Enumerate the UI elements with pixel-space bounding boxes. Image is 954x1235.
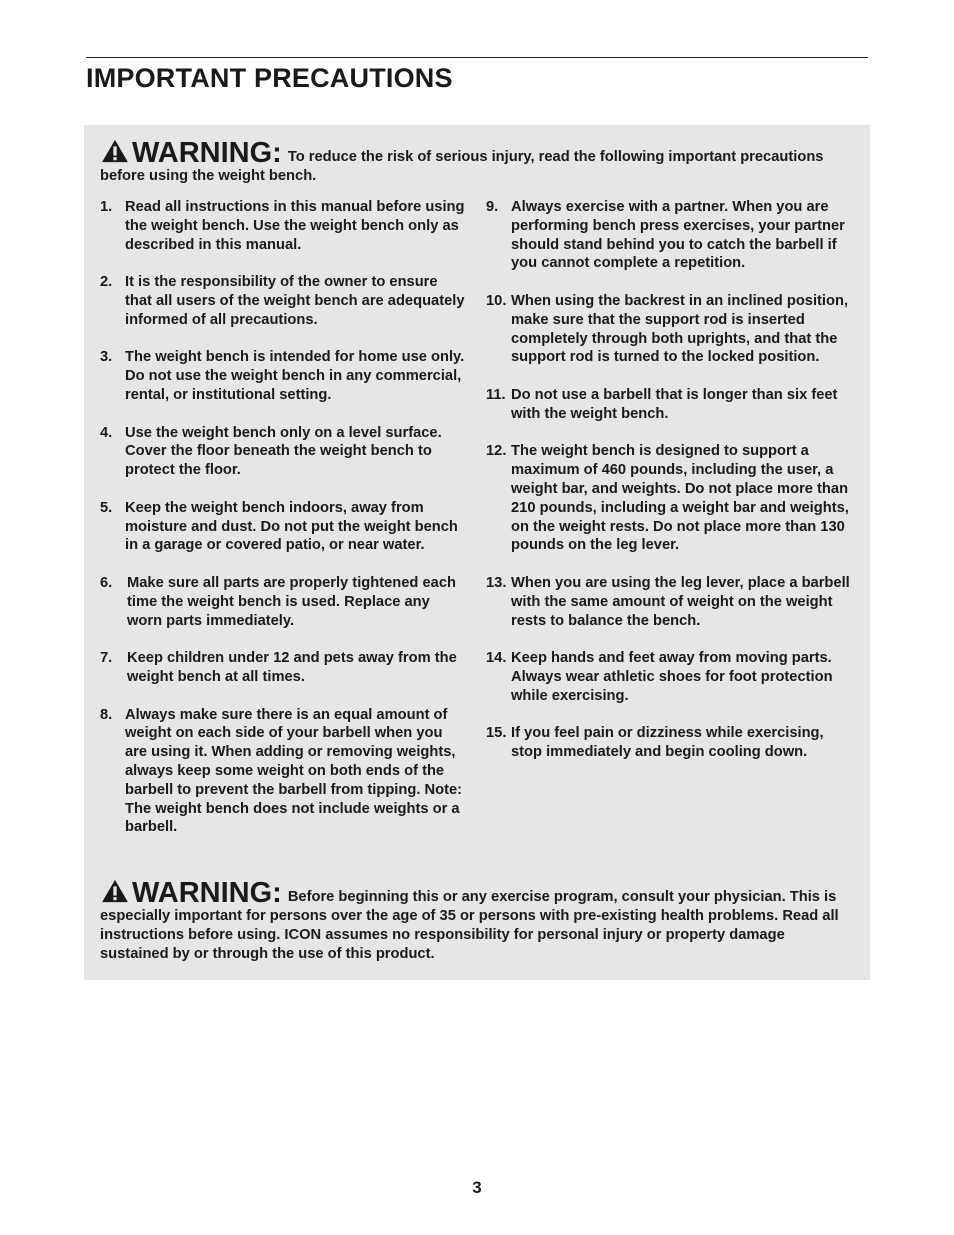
precaution-number: 9. [486, 199, 499, 215]
precautions-panel [84, 125, 870, 980]
precaution-text: If you feel pain or dizziness while exercising, stop immediately and begin cooling down. [511, 725, 824, 761]
precaution-text: Use the weight bench only on a level surface. Cover the floor beneath the weight bench to protect the floor. [125, 424, 442, 479]
precaution-number: 7. [100, 650, 113, 667]
page-number: 3 [472, 1178, 482, 1197]
precaution-item [486, 649, 858, 705]
precaution-text: Make sure all parts are properly tightened each time the weight bench is used. Replace any worn parts immediately. [127, 574, 456, 629]
warning-triangle-icon [100, 879, 130, 903]
precaution-text: Always make sure there is an equal amount of weight on each side of your barbell when you are using it. When adding or removing weights, always keep some weight on both ends of the barbell to prevent the barbell from tipping. Note: The weight bench does not include weights or a barbell. [125, 706, 463, 836]
precaution-number: 5. [100, 499, 113, 516]
precautions-list-left [100, 198, 468, 856]
precaution-item [486, 724, 858, 762]
precaution-text: Do not use a barbell that is longer than six feet with the weight bench. [511, 386, 838, 422]
precaution-text: When using the backrest in an inclined position, make sure that the support rod is inserted completely through both uprights, and that the support rod is turned to the locked position. [511, 292, 849, 366]
precaution-item [486, 574, 858, 630]
precaution-text: Always exercise with a partner. When you are performing bench press exercises, your partner should stand behind you to catch the barbell if you cannot complete a repetition. [511, 199, 845, 272]
precaution-text: Keep children under 12 and pets away from the weight bench at all times. [127, 650, 457, 685]
warning-bottom-text: Before beginning this or any exercise program, consult your physician. This is especially important for persons over the age of 35 or persons with pre-existing health problems. Read all instructions before using. ICON assumes no responsibility for personal injury or property damage sustained by or through the use of this product. [100, 889, 839, 962]
precaution-item [486, 442, 858, 555]
precaution-text: Keep the weight bench indoors, away from moisture and dust. Do not put the weight bench in a garage or covered patio, or near water. [125, 499, 458, 554]
precaution-item [100, 198, 468, 254]
precaution-item [100, 574, 468, 630]
precaution-item [100, 273, 468, 329]
precaution-number: 13. [486, 574, 507, 591]
precaution-item [486, 292, 858, 367]
precaution-text: When you are using the leg lever, place a barbell with the same amount of weight on the weight rests to balance the bench. [511, 574, 850, 629]
precaution-item [100, 649, 468, 687]
warning-top [100, 139, 856, 186]
precaution-number: 10. [486, 292, 507, 309]
precaution-number: 15. [486, 725, 507, 742]
warning-bottom [100, 879, 856, 964]
precaution-number: 4. [100, 424, 113, 441]
precaution-text: The weight bench is designed to support a maximum of 460 pounds, including the user, a weight bar, and weights. Do not place more than 210 pounds, including a weight bar and weights, on the weight rests. Do not place more than 130 pounds on the leg lever. [511, 443, 849, 554]
precaution-number: 12. [486, 443, 507, 460]
precaution-number: 2. [100, 274, 113, 291]
precaution-number: 3. [100, 349, 113, 366]
page-title: IMPORTANT PRECAUTIONS [86, 63, 453, 93]
precaution-text: It is the responsibility of the owner to ensure that all users of the weight bench are adequately informed of all precautions. [125, 274, 465, 328]
precaution-item [486, 386, 858, 424]
precaution-number: 11. [486, 386, 506, 403]
precaution-item [100, 348, 468, 404]
precaution-text: Read all instructions in this manual before using the weight bench. Use the weight bench only as described in this manual. [125, 199, 465, 253]
precaution-text: Keep hands and feet away from moving parts. Always wear athletic shoes for foot protection while exercising. [511, 650, 833, 704]
precaution-number: 6. [100, 574, 113, 591]
precaution-item [100, 499, 468, 555]
precautions-list-right [486, 198, 858, 781]
precaution-text: The weight bench is intended for home use only. Do not use the weight bench in any commercial, rental, or institutional setting. [125, 349, 465, 403]
precaution-item [486, 198, 858, 273]
header-rule [86, 57, 868, 58]
warning-top-text: To reduce the risk of serious injury, read the following important precautions before using the weight bench. [100, 149, 824, 184]
precaution-number: 8. [100, 706, 113, 723]
precaution-number: 1. [100, 199, 113, 215]
precaution-item [100, 424, 468, 480]
precaution-item [100, 706, 468, 838]
precaution-number: 14. [486, 650, 507, 667]
warning-top-label: WARNING: [132, 137, 282, 169]
warning-triangle-icon [100, 139, 130, 163]
warning-bottom-label: WARNING: [132, 877, 282, 909]
